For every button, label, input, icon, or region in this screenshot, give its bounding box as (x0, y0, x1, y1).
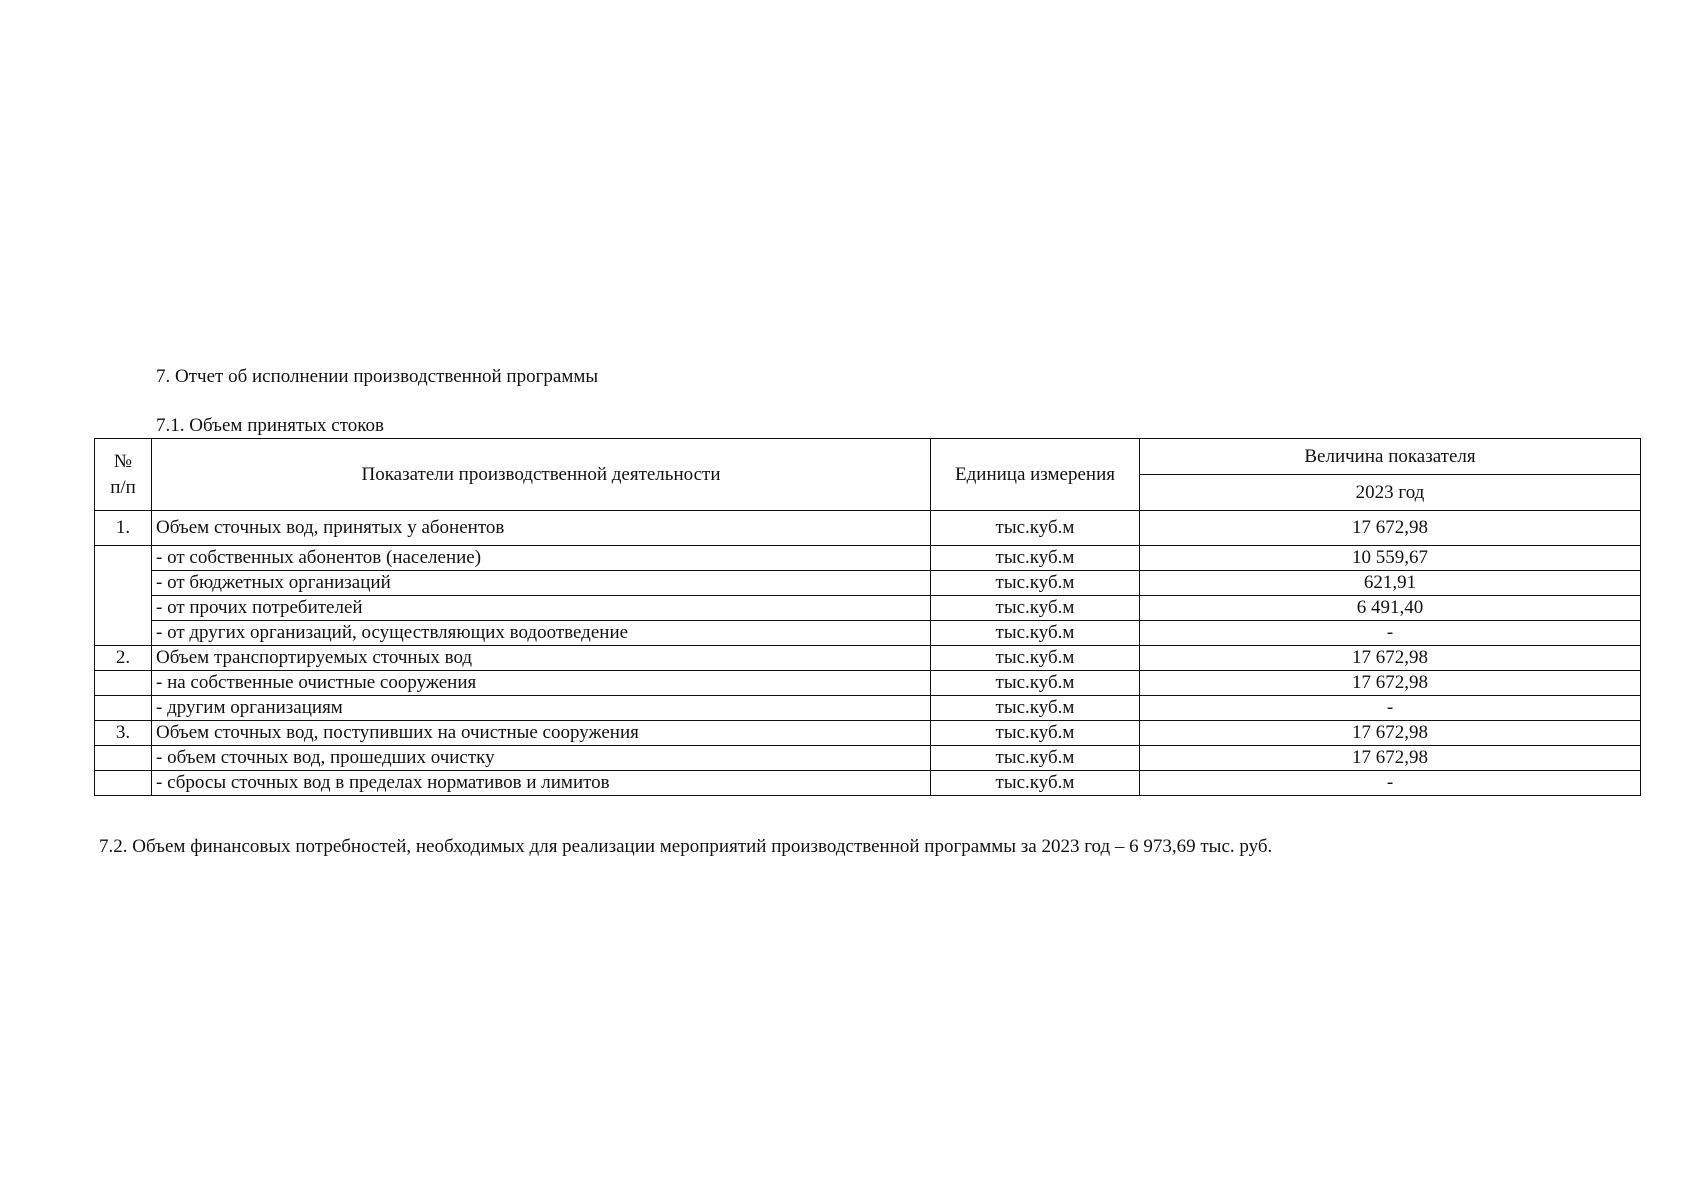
row-indicator: - на собственные очистные сооружения (152, 671, 931, 696)
row-indicator: Объем сточных вод, принятых у абонентов (152, 511, 931, 546)
table-row (95, 771, 1641, 796)
row-value: 10 559,67 (1140, 546, 1641, 571)
row-number (95, 696, 152, 721)
row-value: - (1140, 696, 1641, 721)
subsection-title: 7.1. Объем принятых стоков (156, 415, 384, 436)
row-unit: тыс.куб.м (931, 646, 1140, 671)
table-row (95, 596, 1641, 621)
row-indicator: - объем сточных вод, прошедших очистку (152, 746, 931, 771)
financial-needs-note: 7.2. Объем финансовых потребностей, необходимых для реализации мероприятий производственной программы за 2023 год – 6 973,69 тыс. руб. (99, 836, 1273, 857)
row-value: - (1140, 771, 1641, 796)
row-indicator: - сбросы сточных вод в пределах нормативов и лимитов (152, 771, 931, 796)
table-row (95, 646, 1641, 671)
section-title: 7. Отчет об исполнении производственной программы (156, 366, 599, 387)
row-unit: тыс.куб.м (931, 511, 1140, 546)
table-row (95, 721, 1641, 746)
row-unit: тыс.куб.м (931, 671, 1140, 696)
row-unit: тыс.куб.м (931, 571, 1140, 596)
header-year: 2023 год (1140, 475, 1641, 511)
table-row (95, 696, 1641, 721)
header-unit: Единица измерения (931, 439, 1140, 511)
row-value: 17 672,98 (1140, 646, 1641, 671)
header-indicator: Показатели производственной деятельности (152, 439, 931, 511)
header-value: Величина показателя (1140, 439, 1641, 475)
row-indicator: Объем транспортируемых сточных вод (152, 646, 931, 671)
row-unit: тыс.куб.м (931, 546, 1140, 571)
row-indicator: Объем сточных вод, поступивших на очистные сооружения (152, 721, 931, 746)
row-unit: тыс.куб.м (931, 771, 1140, 796)
row-value: 621,91 (1140, 571, 1641, 596)
row-unit: тыс.куб.м (931, 621, 1140, 646)
row-number (95, 746, 152, 771)
row-indicator: - от других организаций, осуществляющих водоотведение (152, 621, 931, 646)
table-row (95, 746, 1641, 771)
row-unit: тыс.куб.м (931, 596, 1140, 621)
table-row (95, 546, 1641, 571)
row-value: 17 672,98 (1140, 671, 1641, 696)
row-number: 3. (95, 721, 152, 746)
row-value: 17 672,98 (1140, 511, 1641, 546)
table-header-row (95, 439, 1641, 475)
table-row (95, 511, 1641, 546)
row-value: 17 672,98 (1140, 746, 1641, 771)
row-number: 1. (95, 511, 152, 546)
row-number (95, 671, 152, 696)
row-unit: тыс.куб.м (931, 746, 1140, 771)
row-unit: тыс.куб.м (931, 696, 1140, 721)
row-indicator: - от бюджетных организаций (152, 571, 931, 596)
row-indicator: - другим организациям (152, 696, 931, 721)
row-indicator: - от прочих потребителей (152, 596, 931, 621)
header-number (95, 439, 152, 511)
table-row (95, 571, 1641, 596)
row-unit: тыс.куб.м (931, 721, 1140, 746)
table-row (95, 621, 1641, 646)
table-row (95, 671, 1641, 696)
row-number (95, 771, 152, 796)
stocks-volume-table (94, 438, 1641, 796)
row-value: 17 672,98 (1140, 721, 1641, 746)
header-number-sign: № (113, 450, 133, 472)
row-indicator: - от собственных абонентов (население) (152, 546, 931, 571)
row-value: 6 491,40 (1140, 596, 1641, 621)
row-number: 2. (95, 646, 152, 671)
row-value: - (1140, 621, 1641, 646)
row-number (95, 546, 152, 646)
header-number-abbr: п/п (110, 476, 136, 498)
